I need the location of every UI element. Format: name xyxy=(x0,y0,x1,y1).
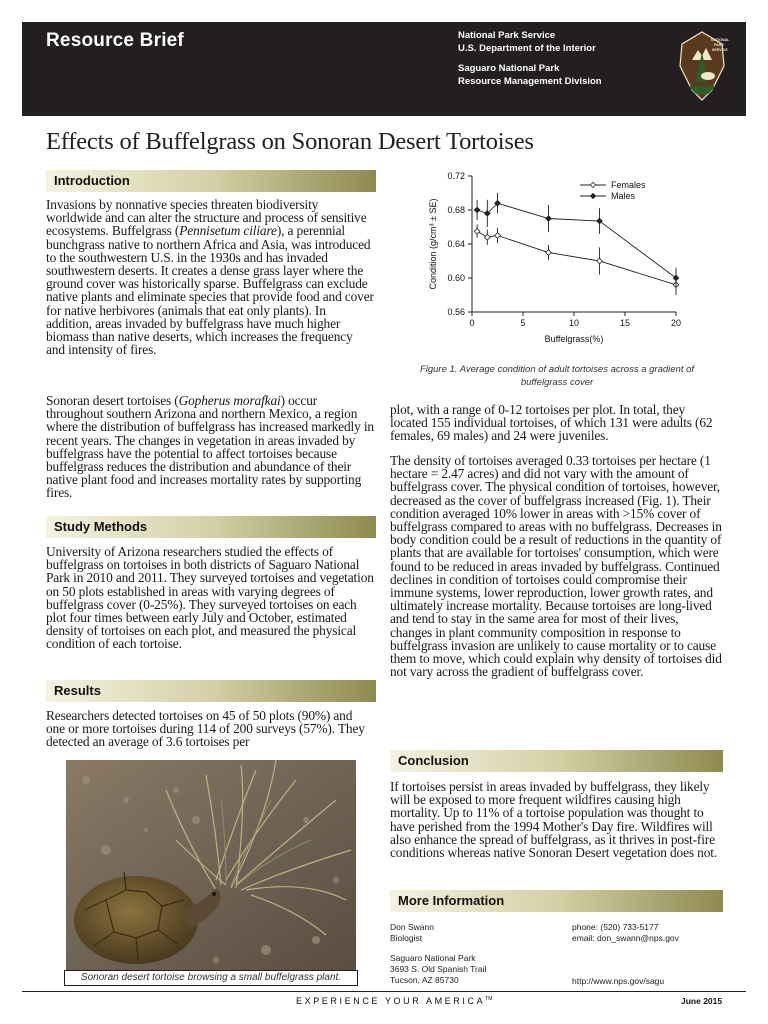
x-axis-label: Buffelgrass(%) xyxy=(544,334,604,344)
legend-label: Females xyxy=(611,180,646,190)
introduction-paragraph-2: Sonoran desert tortoises (Gopherus morafkai) occur throughout southern Arizona and northern Mexico, a region where the distribution of buffelgrass has increased markedly in recent years. The changes in vegetation in areas invaded by buffelgrass have the potential to affect tortoises because buffelgrass reduces the distribution and abundance of their native plant food and increases mortality rates by supporting fires. xyxy=(46,393,374,501)
website-link[interactable]: http://www.nps.gov/sagu xyxy=(572,976,665,986)
legend-label: Males xyxy=(611,191,636,201)
department-line: U.S. Department of the Interior xyxy=(458,42,596,54)
contact-name: Don Swann xyxy=(390,922,434,932)
contact-details xyxy=(572,922,732,944)
contact-block xyxy=(390,922,560,986)
data-point-females xyxy=(474,228,480,234)
results-paragraph-2: The density of tortoises averaged 0.33 tortoises per hectare (1 hectare = 2.47 acres) and did not vary with the amount of buffelgrass cover. The physical condition of tortoises, however, decreased as the cover of buffelgrass increased (Fig. 1). Their condition averaged 10% lower in areas with >15% cover of buffelgrass compared to areas with no buffelgrass. Decreases in body condition could be a result of reductions in the quantity of plants that are available for tortoises' consumption, which were found to be reduced in areas invaded by buffelgrass. Continued declines in condition of tortoises could compromise their immune systems, lower reproduction, lower growth rates, and ultimately increase mortality. Because tortoises are long-lived and tend to stay in the same area for most of their lives, changes in plant community composition in response to buffelgrass invasion are unlikely to cause mortality or to cause them to move, which could explain why density of tortoises did not vary across the gradient of buffelgrass cover. xyxy=(390,453,722,680)
address-line-1: Saguaro National Park xyxy=(390,953,476,963)
data-point-females xyxy=(597,258,603,264)
study-methods-heading: Study Methods xyxy=(46,516,376,538)
results-paragraph-1-start: Researchers detected tortoises on 45 of 50 plots (90%) and one or more tortoises during 114 of 200 surveys (57%). They detected an average of 3.6 tortoises per xyxy=(46,708,365,750)
logo-text-1: NATIONAL xyxy=(711,38,730,42)
series-line-females xyxy=(477,231,676,285)
footer-tagline: EXPERIENCE YOUR AMERICA™ xyxy=(296,996,493,1006)
y-tick-label: 0.72 xyxy=(447,171,465,181)
address-line-2: 3693 S. Old Spanish Trail xyxy=(390,964,487,974)
publication-date: June 2015 xyxy=(681,996,723,1006)
y-tick-label: 0.60 xyxy=(447,273,465,283)
data-point-males xyxy=(474,207,480,213)
y-tick-label: 0.56 xyxy=(447,307,465,317)
results-heading: Results xyxy=(46,680,376,702)
data-point-females xyxy=(495,233,501,239)
figure-caption: Figure 1. Average condition of adult tortoises across a gradient of buffelgrass cover xyxy=(419,364,695,388)
y-axis-label: Condition (g/cm³ ± SE) xyxy=(428,198,438,290)
photo-caption: Sonoran desert tortoise browsing a small buffelgrass plant. xyxy=(80,972,342,983)
data-point-females xyxy=(485,234,491,240)
x-tick-label: 5 xyxy=(520,318,526,328)
tortoise-photo xyxy=(66,760,356,970)
data-point-females xyxy=(546,250,552,256)
contact-role: Biologist xyxy=(390,933,423,943)
condition-chart xyxy=(420,166,720,356)
y-tick-label: 0.68 xyxy=(447,205,465,215)
address-line-3: Tucson, AZ 85730 xyxy=(390,975,459,985)
y-tick-label: 0.64 xyxy=(447,239,465,249)
conclusion-heading: Conclusion xyxy=(390,750,723,772)
legend-marker xyxy=(590,182,595,187)
conclusion-paragraph: If tortoises persist in areas invaded by buffelgrass, they likely will be exposed to more frequent wildfires causing high mortality. Up to 11% of a tortoise population was thought to have perished from the 1994 Mother's Day fire. Wildfires will also enhance the spread of buffelgrass, as it thrives in post-fire conditions whereas native Sonoran Desert vegetation does not. xyxy=(390,779,718,861)
agency-line: National Park Service xyxy=(458,30,556,41)
logo-text-3: SERVICE xyxy=(712,48,728,52)
x-tick-label: 20 xyxy=(670,318,682,328)
footer-rule xyxy=(22,991,746,992)
document-title: Effects of Buffelgrass on Sonoran Desert Tortoises xyxy=(46,128,534,155)
x-tick-label: 10 xyxy=(568,318,580,328)
division-line: Resource Management Division xyxy=(458,75,602,87)
contact-email[interactable]: email: don_swann@nps.gov xyxy=(572,933,679,943)
introduction-paragraph-1: Invasions by nonnative species threaten biodiversity worldwide and can alter the structure and process of sensitive ecosystems. Buffelgrass (Pennisetum ciliare), a perennial bunchgrass native to northern Africa and Asia, was introduced to the southwestern U.S. in the 1930s and has invaded southwestern deserts. It creates a dense grass layer where the ground cover was historically sparse. Buffelgrass can exclude native plants and eliminate species that provide food and cover for native herbivores (animals that eat only plants). In addition, areas invaded by buffelgrass have much higher biomass than native deserts, which increases the frequency and intensity of fires. xyxy=(46,197,374,358)
study-methods-paragraph: University of Arizona researchers studied the effects of buffelgrass on tortoises in both districts of Saguaro National Park in 2010 and 2011. They surveyed tortoises and vegetation on 50 plots established in areas with varying degrees of buffelgrass cover (0-25%). They surveyed tortoises on each plot four times between early July and October, estimated density of tortoises on each plot, and measured the physical condition of each tortoise. xyxy=(46,544,374,652)
x-tick-label: 0 xyxy=(469,318,475,328)
results-paragraph-1-end: plot, with a range of 0-12 tortoises per plot. In total, they located 155 individual tortoises, of which 131 were adults (62 females, 69 males) and 24 were juveniles. xyxy=(390,402,713,444)
x-tick-label: 15 xyxy=(619,318,631,328)
legend-marker xyxy=(590,193,595,198)
more-information-heading: More Information xyxy=(390,890,723,912)
data-point-males xyxy=(546,216,552,222)
series-title: Resource Brief xyxy=(46,30,184,51)
logo-text-2: PARK xyxy=(714,43,724,47)
park-line: Saguaro National Park xyxy=(458,63,560,74)
introduction-heading: Introduction xyxy=(46,170,376,192)
nps-arrowhead-logo xyxy=(678,30,730,102)
series-line-males xyxy=(477,203,676,278)
agency-info xyxy=(458,30,602,88)
contact-phone: phone: (520) 733-5177 xyxy=(572,922,659,932)
